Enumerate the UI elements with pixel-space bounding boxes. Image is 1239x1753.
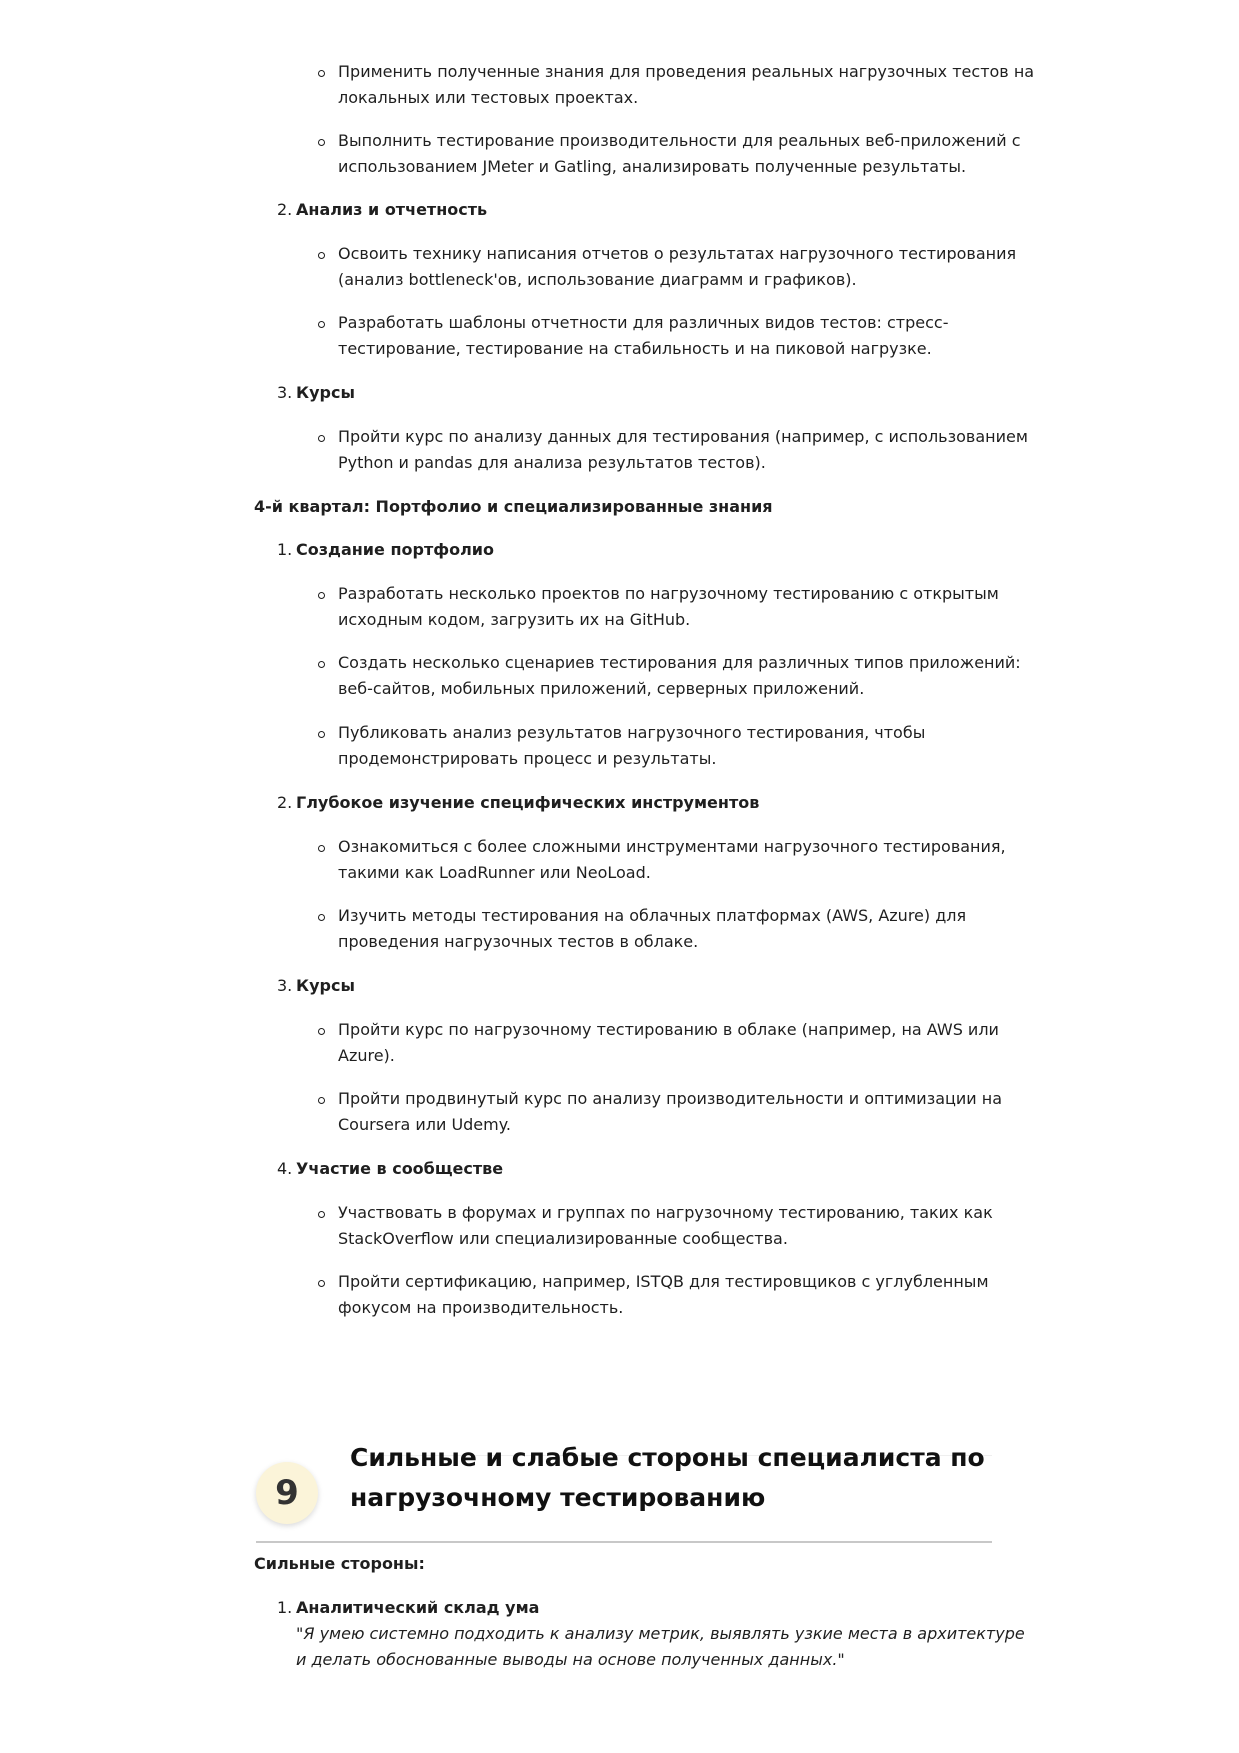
list-number: 2. (277, 793, 293, 812)
list-item-line: StackOverflow или специализированные сообщества. (338, 1229, 788, 1248)
list-item-line: продемонстрировать процесс и результаты. (338, 749, 717, 768)
list-item-line: исходным кодом, загрузить их на GitHub. (338, 610, 691, 629)
list-item-line: локальных или тестовых проектах. (338, 88, 639, 107)
list-item-line: Пройти сертификацию, например, ISTQB для тестировщиков с углубленным (338, 1272, 989, 1291)
bullet-icon (318, 845, 325, 852)
bullet-icon (318, 592, 325, 599)
list-item-line: Освоить технику написания отчетов о результатах нагрузочного тестирования (338, 244, 1017, 263)
bullet-icon (318, 1280, 325, 1287)
bullet-icon (318, 321, 325, 328)
list-item-line: такими как LoadRunner или NeoLoad. (338, 863, 651, 882)
list-number: 2. (277, 200, 293, 219)
list-item-line: (анализ bottleneck'ов, использование диаграмм и графиков). (338, 270, 857, 289)
list-item-line: Coursera или Udemy. (338, 1115, 512, 1134)
list-item-line: Участвовать в форумах и группах по нагрузочному тестированию, таких как (338, 1203, 993, 1222)
list-item-line: веб-сайтов, мобильных приложений, серверных приложений. (338, 679, 865, 698)
quarter-heading: 4-й квартал: Портфолио и специализированные знания (254, 497, 773, 516)
bullet-icon (318, 1211, 325, 1218)
quote-line: и делать обоснованные выводы на основе полученных данных." (296, 1650, 845, 1669)
list-item-line: Пройти продвинутый курс по анализу производительности и оптимизации на (338, 1089, 1003, 1108)
bullet-icon (318, 70, 325, 77)
list-item-line: Создать несколько сценариев тестирования для различных типов приложений: (338, 653, 1021, 672)
list-item-line: Применить полученные знания для проведения реальных нагрузочных тестов на (338, 62, 1035, 81)
section-title: нагрузочному тестированию (350, 1483, 766, 1512)
bullet-icon (318, 731, 325, 738)
list-item-title: Глубокое изучение специфических инструментов (296, 793, 760, 812)
list-number: 1. (277, 1598, 293, 1617)
quote-line: "Я умею системно подходить к анализу метрик, выявлять узкие места в архитектуре (296, 1624, 1025, 1643)
bullet-icon (318, 914, 325, 921)
bullet-icon (318, 139, 325, 146)
list-item-title: Курсы (296, 976, 355, 995)
list-item-line: Пройти курс по анализу данных для тестирования (например, с использованием (338, 427, 1028, 446)
list-item-title: Курсы (296, 383, 355, 402)
list-item-line: Ознакомиться с более сложными инструментами нагрузочного тестирования, (338, 837, 1006, 856)
list-item-line: Разработать несколько проектов по нагрузочному тестированию с открытым (338, 584, 999, 603)
list-item-line: Публиковать анализ результатов нагрузочного тестирования, чтобы (338, 723, 926, 742)
list-item-line: Пройти курс по нагрузочному тестированию в облаке (например, на AWS или (338, 1020, 999, 1039)
list-item-line: Выполнить тестирование производительности для реальных веб-приложений с (338, 131, 1021, 150)
list-item-line: Python и pandas для анализа результатов тестов). (338, 453, 766, 472)
strengths-label: Сильные стороны: (254, 1554, 425, 1573)
list-item-line: Разработать шаблоны отчетности для различных видов тестов: стресс- (338, 313, 949, 332)
section-number-badge: 9 (256, 1462, 318, 1524)
section-title: Сильные и слабые стороны специалиста по (350, 1443, 985, 1472)
bullet-icon (318, 1097, 325, 1104)
list-item-title: Создание портфолио (296, 540, 494, 559)
bullet-icon (318, 661, 325, 668)
list-item-title: Анализ и отчетность (296, 200, 488, 219)
list-item-line: Изучить методы тестирования на облачных платформах (AWS, Azure) для (338, 906, 967, 925)
bullet-icon (318, 252, 325, 259)
list-item-line: проведения нагрузочных тестов в облаке. (338, 932, 699, 951)
list-item-title: Участие в сообществе (296, 1159, 504, 1178)
list-number: 4. (277, 1159, 293, 1178)
list-item-line: тестирование, тестирование на стабильность и на пиковой нагрузке. (338, 339, 932, 358)
list-number: 3. (277, 976, 293, 995)
list-number: 1. (277, 540, 293, 559)
bullet-icon (318, 435, 325, 442)
list-item-line: использованием JMeter и Gatling, анализировать полученные результаты. (338, 157, 967, 176)
list-item-title: Аналитический склад ума (296, 1598, 540, 1617)
list-item-line: фокусом на производительность. (338, 1298, 624, 1317)
list-item-line: Azure). (338, 1046, 395, 1065)
list-number: 3. (277, 383, 293, 402)
bullet-icon (318, 1028, 325, 1035)
section-divider (256, 1541, 992, 1543)
